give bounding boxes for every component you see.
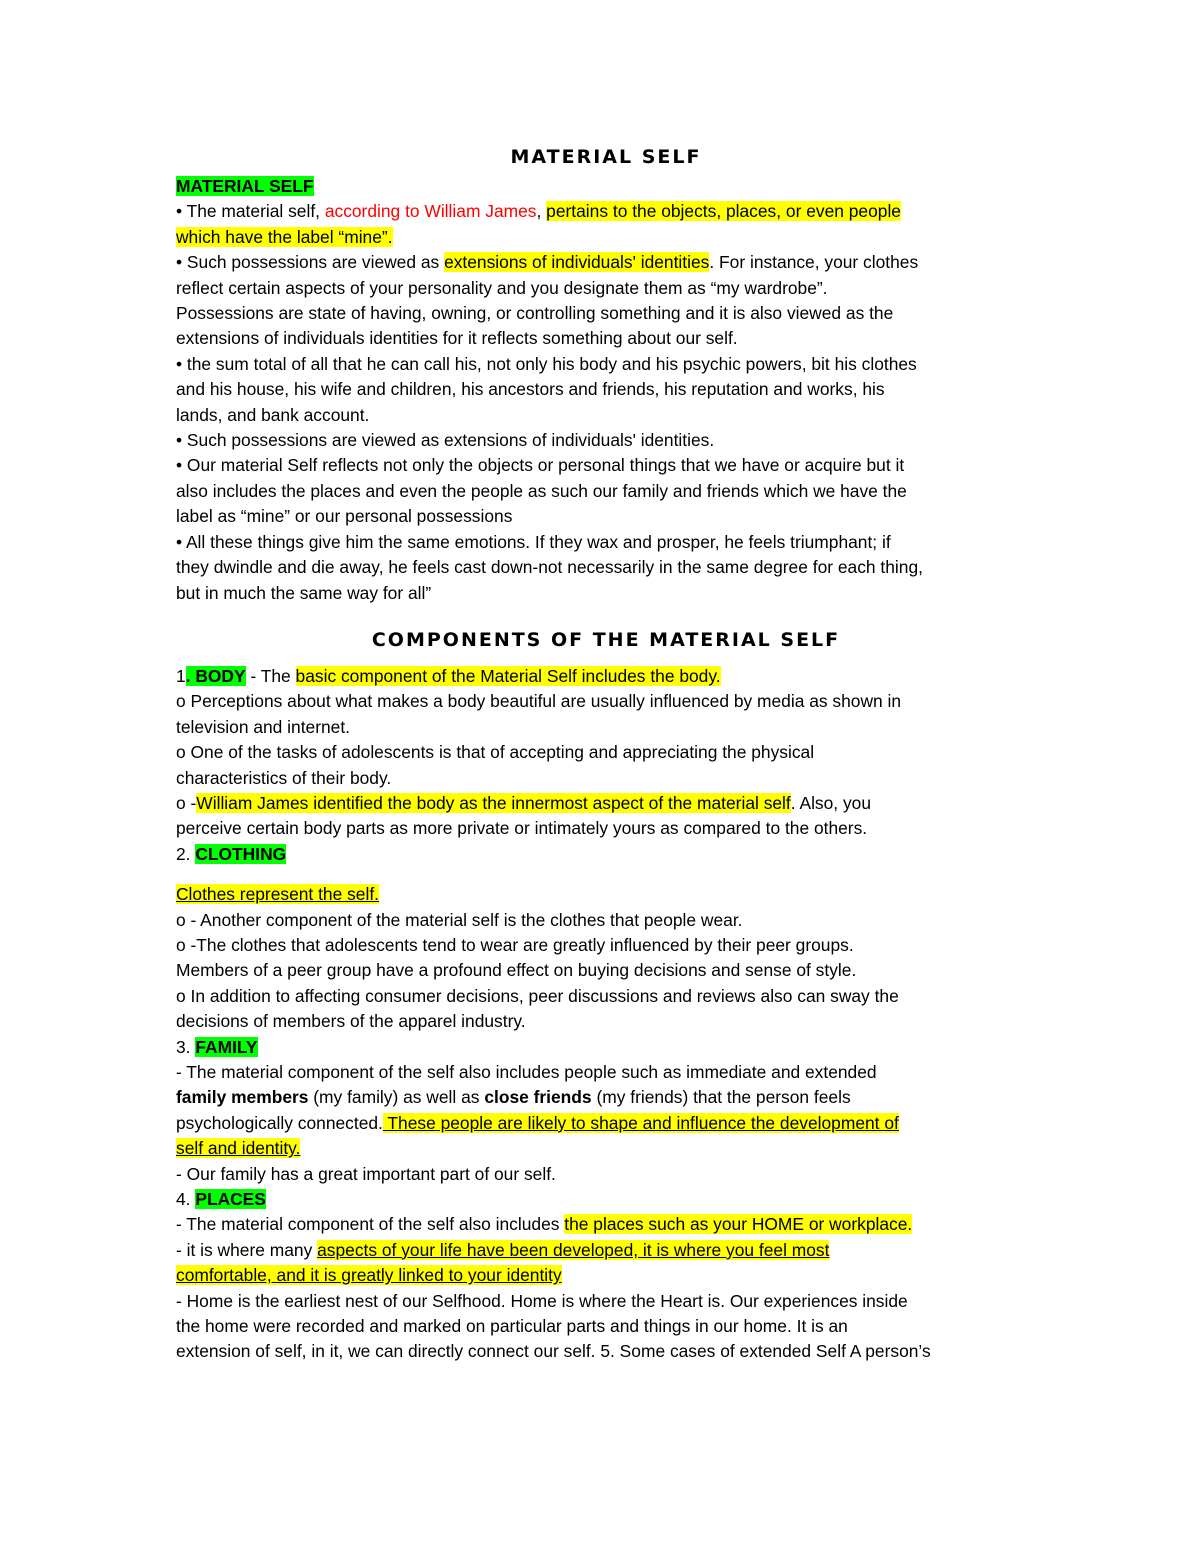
bullet-2-line-1: • Such possessions are viewed as extensions of individuals' identities. For instance, your clothes	[176, 252, 919, 273]
places-line-4: - Home is the earliest nest of our Selfhood. Home is where the Heart is. Our experiences inside	[176, 1290, 908, 1311]
highlight: the places such as your HOME or workplace.	[564, 1214, 913, 1235]
clothing-point-3a: o In addition to affecting consumer decisions, peer discussions and reviews also can sway the	[176, 985, 899, 1006]
highlight: comfortable, and it is greatly linked to your identity	[176, 1265, 562, 1286]
body-point-3a: o -William James identified the body as the innermost aspect of the material self. Also, you	[176, 792, 872, 813]
bullet-1-line-1: • The material self, according to William James, pertains to the objects, places, or even people	[176, 201, 901, 222]
clothing-point-1: o - Another component of the material self is the clothes that people wear.	[176, 909, 743, 930]
bullet-2-line-4: extensions of individuals identities for it reflects something about our self.	[176, 328, 738, 349]
section-heading-line	[176, 174, 1036, 199]
highlight: William James identified the body as the innermost aspect of the material self	[196, 792, 791, 813]
bullet-5-line-1: • Our material Self reflects not only the objects or personal things that we have or acquire but it	[176, 455, 905, 476]
highlight: pertains to the objects, places, or even people	[546, 201, 901, 222]
bullet-3-line-3: lands, and bank account.	[176, 404, 370, 425]
highlight: extensions of individuals' identities	[444, 252, 710, 273]
family-line-5: - Our family has a great important part of our self.	[176, 1163, 556, 1184]
highlight: basic component of the Material Self includes the body.	[295, 665, 721, 686]
document-content	[176, 140, 1036, 1365]
family-label: FAMILY	[195, 1036, 258, 1057]
spacer	[176, 867, 1036, 882]
family-heading: 3. FAMILY	[176, 1036, 258, 1057]
body-point-2a: o One of the tasks of adolescents is that of accepting and appreciating the physical	[176, 742, 815, 763]
red-text: according to William James	[324, 201, 537, 222]
family-line-3: psychologically connected. These people are likely to shape and influence the development of	[176, 1112, 899, 1133]
bullet-5-line-2: also includes the places and even the people as such our family and friends which we have the	[176, 480, 907, 501]
bullet-3-line-2: and his house, his wife and children, his ancestors and friends, his reputation and works, his	[176, 379, 885, 400]
bullet-3-line-1: • the sum total of all that he can call his, not only his body and his psychic powers, bit his clothes	[176, 353, 917, 374]
body-heading: 1. BODY - The basic component of the Material Self includes the body.	[176, 665, 721, 686]
page-title: MATERIAL SELF	[510, 146, 702, 168]
places-label: PLACES	[195, 1189, 266, 1210]
section-heading: MATERIAL SELF	[176, 176, 314, 196]
clothing-point-2b: Members of a peer group have a profound effect on buying decisions and sense of style.	[176, 960, 857, 981]
bullet-5-line-3: label as “mine” or our personal possessions	[176, 506, 513, 527]
highlight: which have the label “mine”.	[176, 226, 393, 247]
components-title: COMPONENTS OF THE MATERIAL SELF	[371, 628, 841, 651]
places-line-6: extension of self, in it, we can directly connect our self. 5. Some cases of extended Self A person’s	[176, 1341, 931, 1362]
places-line-3	[176, 1263, 1036, 1288]
places-line-2: - it is where many aspects of your life have been developed, it is where you feel most	[176, 1239, 830, 1260]
family-line-2: family members (my family) as well as close friends (my friends) that the person feels	[176, 1087, 851, 1108]
clothing-point-2a: o -The clothes that adolescents tend to wear are greatly influenced by their peer groups.	[176, 934, 854, 955]
body-point-2b: characteristics of their body.	[176, 767, 392, 788]
clothing-point-3b: decisions of members of the apparel industry.	[176, 1011, 526, 1032]
clothing-label: CLOTHING	[195, 843, 287, 864]
body-point-1a: o Perceptions about what makes a body beautiful are usually influenced by media as shown in	[176, 691, 902, 712]
body-point-1b: television and internet.	[176, 716, 351, 737]
bullet-2-line-3: Possessions are state of having, owning, or controlling something and it is also viewed as the	[176, 303, 894, 324]
clothing-heading: 2. CLOTHING	[176, 843, 287, 864]
family-line-4	[176, 1136, 1036, 1161]
places-heading: 4. PLACES	[176, 1189, 266, 1210]
body-label: . BODY	[185, 665, 246, 686]
places-line-1: - The material component of the self also includes the places such as your HOME or workplace.	[176, 1214, 913, 1235]
bullet-1-line-2	[176, 225, 1036, 250]
places-line-5: the home were recorded and marked on particular parts and things in our home. It is an	[176, 1316, 848, 1337]
highlight: self and identity.	[176, 1138, 301, 1159]
clothing-subheading	[176, 882, 1036, 907]
bullet-6-line-1: • All these things give him the same emotions. If they wax and prosper, he feels triumphant; if	[176, 531, 891, 552]
bullet-6-line-2: they dwindle and die away, he feels cast down-not necessarily in the same degree for each thing,	[176, 557, 923, 578]
bullet-6-line-3: but in much the same way for all”	[176, 582, 432, 603]
highlight: aspects of your life have been developed, it is where you feel most	[317, 1239, 830, 1260]
body-point-3b: perceive certain body parts as more private or intimately yours as compared to the others.	[176, 818, 868, 839]
highlight: Clothes represent the self.	[176, 884, 379, 905]
bullet-2-line-2: reflect certain aspects of your personality and you designate them as “my wardrobe”.	[176, 277, 828, 298]
bullet-4: • Such possessions are viewed as extensions of individuals' identities.	[176, 430, 715, 451]
highlight: These people are likely to shape and influence the development of	[382, 1112, 899, 1133]
family-line-1: - The material component of the self also includes people such as immediate and extended	[176, 1062, 877, 1082]
